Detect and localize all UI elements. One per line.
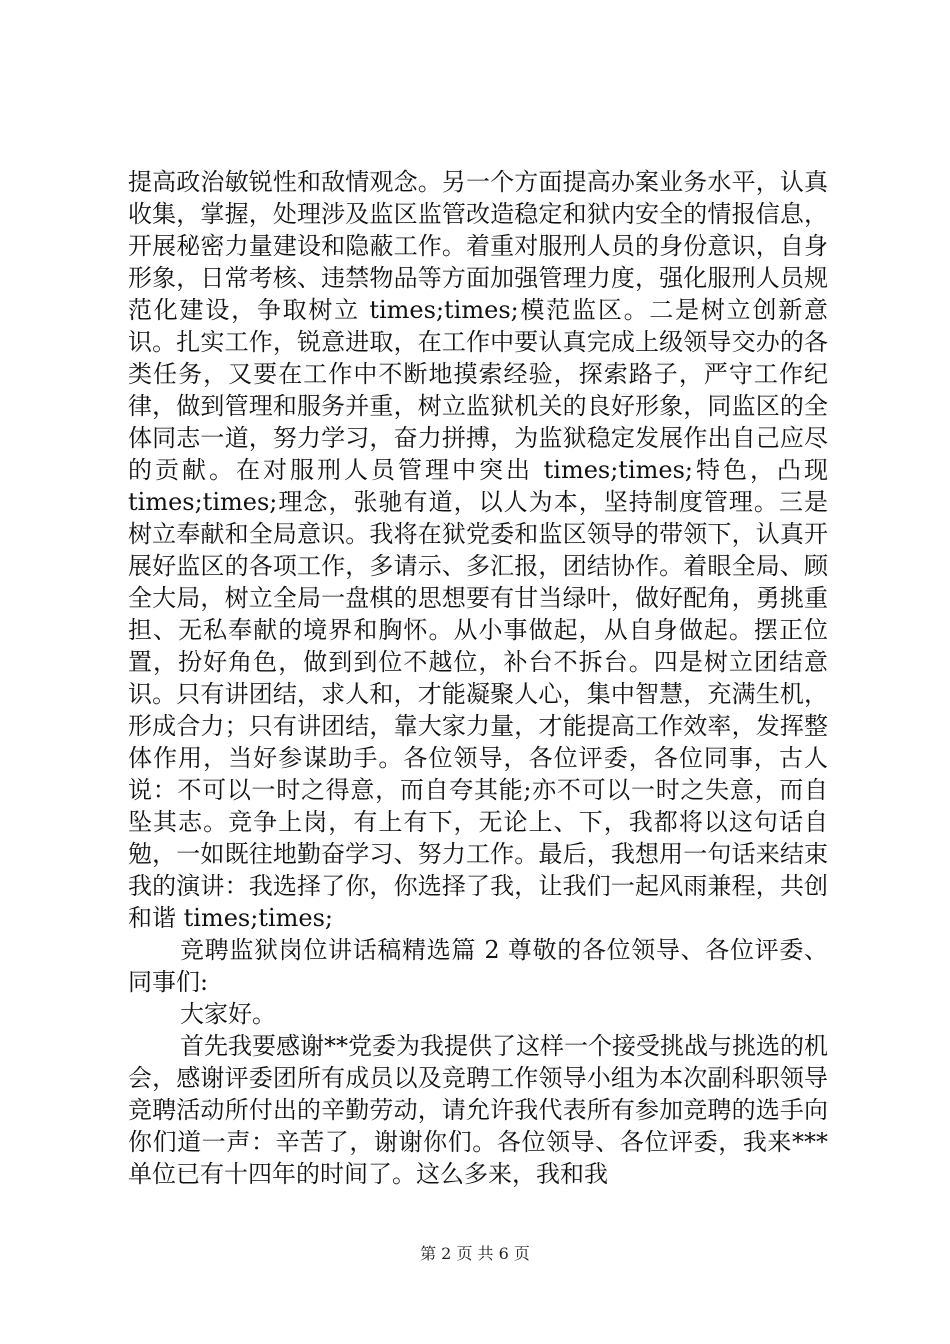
paragraph-section-heading: 竞聘监狱岗位讲话稿精选篇 2 尊敬的各位领导、各位评委、同事们: — [128, 936, 828, 996]
document-body — [128, 166, 828, 1190]
page-number-label: 第 2 页 共 6 页 — [420, 1244, 530, 1263]
paragraph-opening: 首先我要感谢**党委为我提供了这样一个接受挑战与挑选的机会，感谢评委团所有成员以及竞聘工作领导小组为本次副科职领导竞聘活动所付出的辛勤劳动，请允许我代表所有参加竞聘的选手向你们道一声：辛苦了，谢谢你们。各位领导、各位评委，我来***单位已有十四年的时间了。这么多来，我和我 — [128, 1032, 828, 1188]
paragraph-continuation: 提高政治敏锐性和敌情观念。另一个方面提高办案业务水平，认真收集，掌握，处理涉及监区监管改造稳定和狱内安全的情报信息，开展秘密力量建设和隐蔽工作。着重对服刑人员的身份意识，自身形象，日常考核、违禁物品等方面加强管理力度，强化服刑人员规范化建设，争取树立 times;times;模范监区。二是树立创新意识。扎实工作，锐意进取，在工作中要认真完成上级领导交办的各类任务，又要在工作中不断地摸索经验，探索路子，严守工作纪律，做到管理和服务并重，树立监狱机关的良好形象，同监区的全体同志一道，努力学习，奋力拼搏，为监狱稳定发展作出自己应尽的贡献。在对服刑人员管理中突出 times;times;特色，凸现 times;times;理念，张驰有道，以人为本，坚持制度管理。三是树立奉献和全局意识。我将在狱党委和监区领导的带领下，认真开展好监区的各项工作，多请示、多汇报，团结协作。着眼全局、顾全大局，树立全局一盘棋的思想要有甘当绿叶，做好配角，勇挑重担、无私奉献的境界和胸怀。从小事做起，从自身做起。摆正位置，扮好角色，做到到位不越位，补台不拆台。四是树立团结意识。只有讲团结，求人和，才能凝聚人心，集中智慧，充满生机，形成合力；只有讲团结，靠大家力量，才能提高工作效率，发挥整体作用，当好参谋助手。各位领导，各位评委，各位同事，古人说：不可以一时之得意，而自夸其能;亦不可以一时之失意，而自坠其志。竞争上岗，有上有下，无论上、下，我都将以这句话自勉，一如既往地勤奋学习、努力工作。最后，我想用一句话来结束我的演讲：我选择了你，你选择了我，让我们一起风雨兼程，共创和谐 times;times; — [128, 168, 828, 932]
paragraph-greeting: 大家好。 — [180, 1000, 276, 1028]
page-footer — [0, 1244, 950, 1264]
